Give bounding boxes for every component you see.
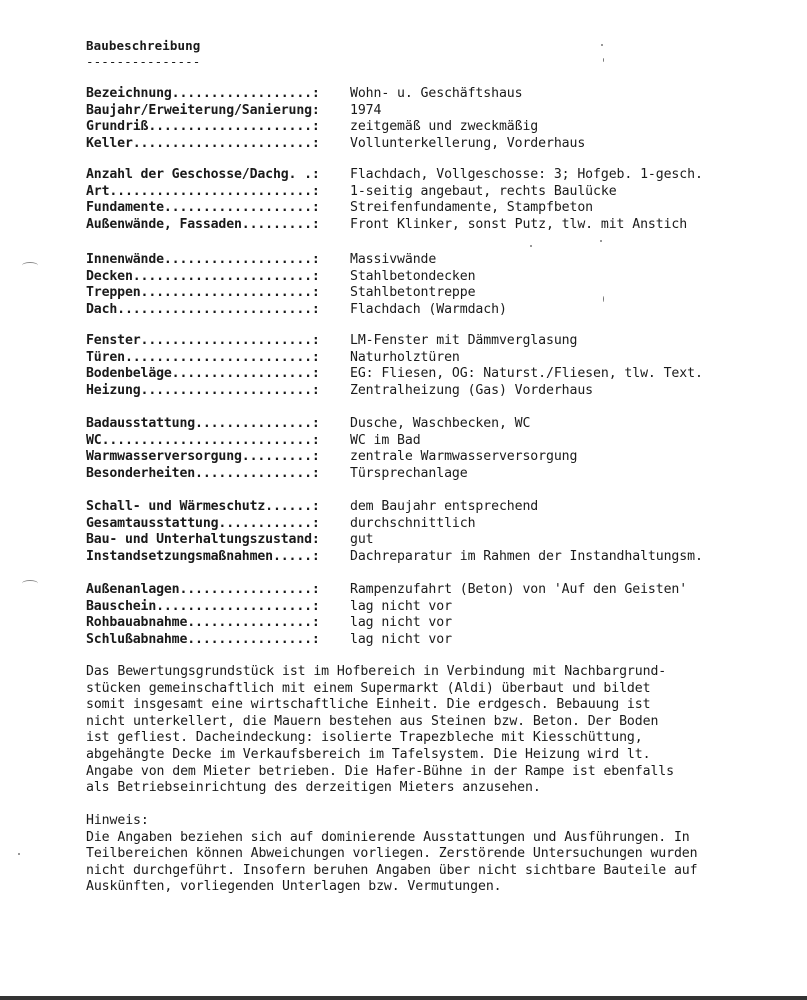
document-title: Baubeschreibung bbox=[86, 38, 201, 53]
spec-value: Massivwände bbox=[350, 252, 437, 267]
spec-value: zentrale Warmwasserversorgung bbox=[350, 449, 578, 465]
spec-label: Außenwände, Fassaden.........: bbox=[86, 216, 320, 232]
spec-label: Dach.........................: bbox=[86, 301, 320, 317]
spec-value: EG: Fliesen, OG: Naturst./Fliesen, tlw. Text. bbox=[350, 366, 703, 382]
spec-label: Fenster......................: bbox=[86, 333, 320, 348]
paragraph-line: Das Bewertungsgrundstück ist im Hofbereich in Verbindung mit Nachbargrund- bbox=[86, 664, 667, 679]
spec-value: Stahlbetondecken bbox=[350, 268, 476, 284]
spec-label: Bezeichnung..................: bbox=[86, 86, 320, 101]
spec-label: Grundriß.....................: bbox=[86, 119, 320, 135]
paragraph-line: nicht unterkellert, die Mauern bestehen aus Steinen bzw. Beton. Der Boden bbox=[86, 713, 659, 729]
spec-label: Innenwände...................: bbox=[86, 252, 320, 267]
spec-value: Flachdach (Warmdach) bbox=[350, 301, 507, 317]
spec-value: dem Baujahr entsprechend bbox=[350, 499, 539, 514]
spec-value: Rampenzufahrt (Beton) von 'Auf den Geisten' bbox=[350, 582, 688, 597]
spec-value: Front Klinker, sonst Putz, tlw. mit Anstich bbox=[350, 216, 688, 232]
spec-label: Besonderheiten...............: bbox=[86, 465, 320, 481]
hinweis-line: Auskünften, vorliegenden Unterlagen bzw. Vermutungen. bbox=[86, 879, 502, 895]
spec-value: Naturholztüren bbox=[350, 349, 460, 365]
paragraph-line: Angabe von dem Mieter betrieben. Die Hafer-Bühne in der Rampe ist ebenfalls bbox=[86, 763, 674, 779]
spec-label: Bodenbeläge..................: bbox=[86, 366, 320, 382]
spec-value: Streifenfundamente, Stampfbeton bbox=[350, 200, 594, 216]
spec-label: Rohbauabnahme................: bbox=[86, 615, 320, 631]
scan-bottom-edge bbox=[0, 996, 807, 1000]
spec-label: Bauschein....................: bbox=[86, 598, 320, 614]
spec-value: zeitgemäß und zweckmäßig bbox=[350, 119, 539, 135]
scan-mark bbox=[22, 580, 38, 587]
spec-label: Fundamente...................: bbox=[86, 200, 320, 216]
spec-label: Art..........................: bbox=[86, 183, 320, 199]
hinweis-block bbox=[86, 813, 746, 896]
spec-value: Flachdach, Vollgeschosse: 3; Hofgeb. 1-gesch. bbox=[350, 167, 703, 182]
spec-value: Wohn- u. Geschäftshaus bbox=[350, 86, 523, 101]
spec-label: WC...........................: bbox=[86, 432, 320, 448]
paragraph-line: somit insgesamt eine wirtschaftliche Einheit. Die erdgesch. Bebauung ist bbox=[86, 697, 651, 713]
description-paragraph bbox=[86, 664, 746, 797]
spec-label: Instandsetzungsmaßnahmen.....: bbox=[86, 548, 320, 564]
spec-value: LM-Fenster mit Dämmverglasung bbox=[350, 333, 578, 348]
title-underline: --------------- bbox=[86, 54, 201, 69]
spec-label: Badausstattung...............: bbox=[86, 416, 320, 431]
paragraph-line: als Betriebseinrichtung des derzeitigen Mieters anzusehen. bbox=[86, 780, 541, 796]
spec-value: WC im Bad bbox=[350, 432, 421, 448]
spec-value: gut bbox=[350, 532, 374, 548]
paragraph-line: ist gefliest. Dacheindeckung: isolierte Trapezbleche mit Kiesschüttung, bbox=[86, 730, 643, 746]
scan-speck bbox=[603, 296, 604, 302]
spec-label: Heizung......................: bbox=[86, 382, 320, 398]
spec-label: Anzahl der Geschosse/Dachg. .: bbox=[86, 167, 320, 182]
spec-label: Außenanlagen.................: bbox=[86, 582, 320, 597]
spec-value: 1974 bbox=[350, 102, 382, 118]
spec-value: Vollunterkellerung, Vorderhaus bbox=[350, 135, 586, 151]
spec-label: Schall- und Wärmeschutz......: bbox=[86, 499, 320, 514]
spec-value: lag nicht vor bbox=[350, 615, 452, 631]
spec-label: Schlußabnahme................: bbox=[86, 631, 320, 647]
spec-value: durchschnittlich bbox=[350, 515, 476, 531]
hinweis-line: Teilbereichen können Abweichungen vorliegen. Zerstörende Untersuchungen wurden bbox=[86, 846, 698, 862]
hinweis-line: nicht durchgeführt. Insofern beruhen Angaben über nicht sichtbare Bauteile auf bbox=[86, 862, 698, 878]
scan-speck bbox=[600, 240, 602, 242]
spec-value: Türsprechanlage bbox=[350, 465, 468, 481]
spec-label: Treppen......................: bbox=[86, 285, 320, 301]
scan-speck bbox=[530, 245, 532, 247]
hinweis-heading: Hinweis: bbox=[86, 813, 149, 828]
spec-value: Dusche, Waschbecken, WC bbox=[350, 416, 531, 431]
spec-value: 1-seitig angebaut, rechts Baulücke bbox=[350, 183, 617, 199]
scan-mark bbox=[22, 262, 38, 269]
scan-speck bbox=[601, 44, 603, 46]
spec-label: Decken.......................: bbox=[86, 268, 320, 284]
spec-value: lag nicht vor bbox=[350, 631, 452, 647]
spec-label: Baujahr/Erweiterung/Sanierung: bbox=[86, 102, 320, 118]
hinweis-line: Die Angaben beziehen sich auf dominierende Ausstattungen und Ausführungen. In bbox=[86, 829, 690, 845]
spec-value: Dachreparatur im Rahmen der Instandhaltungsm. bbox=[350, 548, 703, 564]
spec-label: Gesamtausstattung............: bbox=[86, 515, 320, 531]
spec-label: Türen........................: bbox=[86, 349, 320, 365]
paragraph-line: abgehängte Decke im Verkaufsbereich im Tafelsystem. Die Heizung wird lt. bbox=[86, 746, 651, 762]
spec-label: Warmwasserversorgung.........: bbox=[86, 449, 320, 465]
spec-value: Stahlbetontreppe bbox=[350, 285, 476, 301]
spec-value: lag nicht vor bbox=[350, 598, 452, 614]
spec-label: Keller.......................: bbox=[86, 135, 320, 151]
spec-label: Bau- und Unterhaltungszustand: bbox=[86, 532, 320, 548]
paragraph-line: stücken gemeinschaftlich mit einem Supermarkt (Aldi) überbaut und bildet bbox=[86, 680, 651, 696]
scan-speck bbox=[18, 853, 20, 855]
scan-speck bbox=[603, 58, 604, 62]
spec-value: Zentralheizung (Gas) Vorderhaus bbox=[350, 382, 594, 398]
